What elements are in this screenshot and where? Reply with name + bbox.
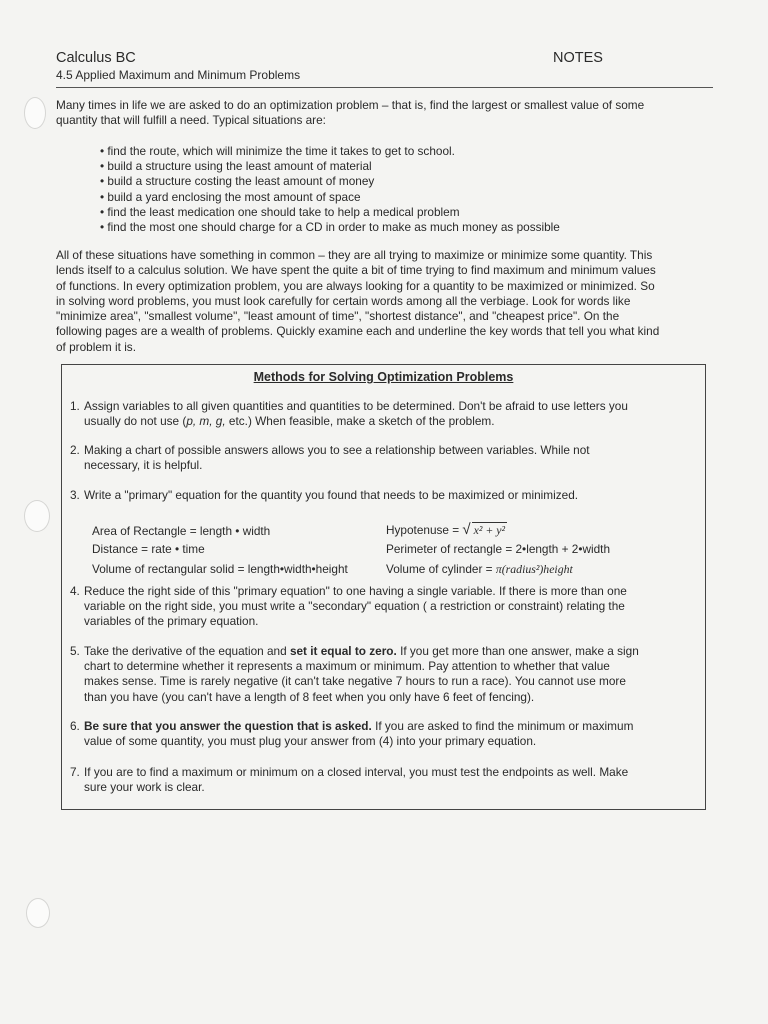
section-subtitle: 4.5 Applied Maximum and Minimum Problems	[56, 68, 301, 82]
formula-hypotenuse	[386, 521, 507, 538]
paragraph-line: of functions. In every optimization problem, you are always looking for a quantity to be maximized or minimized. So	[56, 278, 655, 293]
context-paragraph	[56, 248, 706, 355]
method-step-3	[70, 488, 700, 503]
step-number: 2.	[70, 443, 80, 457]
methods-box	[61, 364, 706, 810]
binder-hole-middle	[24, 500, 50, 532]
step-text: Reduce the right side of this "primary equation" to one having a single variable. If there is more than one	[84, 584, 627, 598]
method-step-1	[70, 399, 700, 429]
step-number: 3.	[70, 488, 80, 502]
paragraph-line: "minimize area", "smallest volume", "least amount of time", "shortest distance", and "cheapest price". On the	[56, 309, 620, 324]
intro-paragraph	[56, 98, 706, 129]
step-text-part: Take the derivative of the equation and	[84, 644, 290, 658]
formula-rectangular-solid: Volume of rectangular solid = length•width•height	[92, 562, 348, 576]
methods-title: Methods for Solving Optimization Problems	[253, 370, 514, 384]
square-root-icon: √	[462, 521, 471, 538]
method-step-5	[70, 644, 700, 705]
step-emphasis: set it equal to zero.	[289, 644, 397, 658]
step-number: 1.	[70, 399, 80, 413]
step-number: 4.	[70, 584, 80, 598]
course-title: Calculus BC	[56, 50, 136, 66]
method-step-4	[70, 584, 700, 630]
binder-hole-bottom	[26, 898, 50, 928]
paragraph-line: of problem it is.	[56, 339, 136, 354]
step-text-part: usually do not use (	[84, 414, 187, 429]
situations-list	[100, 144, 560, 235]
formula-distance: Distance = rate • time	[92, 542, 205, 556]
formula-label: Hypotenuse =	[386, 523, 463, 537]
step-text: Write a "primary" equation for the quantity you found that needs to be maximized or minimized.	[84, 488, 579, 502]
paragraph-line: lends itself to a calculus solution. We have spent the quite a bit of time trying to find maximum and minimum values	[56, 263, 656, 278]
intro-line: quantity that will fulfill a need. Typical situations are:	[56, 113, 326, 128]
step-text: sure your work is clear.	[84, 780, 205, 795]
method-step-6	[70, 719, 700, 749]
formula-perimeter: Perimeter of rectangle = 2•length + 2•width	[386, 542, 611, 556]
step-number: 5.	[70, 644, 80, 658]
formula-expression: x² + y²	[473, 523, 506, 537]
situation-item: • find the route, which will minimize the time it takes to get to school.	[100, 144, 455, 158]
paragraph-line: in solving word problems, you must look carefully for certain words among all the verbiage. Look for words like	[56, 293, 631, 308]
method-step-2	[70, 443, 700, 473]
binder-hole-top	[24, 97, 46, 129]
step-text: Making a chart of possible answers allows you to see a relationship between variables. While not	[84, 443, 590, 457]
step-text: If you are to find a maximum or minimum on a closed interval, you must test the endpoints as well. Make	[84, 765, 629, 779]
situation-item: • find the least medication one should take to help a medical problem	[100, 204, 460, 219]
situation-item: • build a yard enclosing the most amount of space	[100, 189, 361, 204]
step-text: makes sense. Time is rarely negative (it can't take negative 7 hours to run a race). You cannot use more	[84, 674, 626, 689]
formula-label: Volume of cylinder =	[386, 562, 496, 576]
notes-label: NOTES	[553, 50, 603, 66]
formula-expression: π(radius²)height	[495, 562, 573, 576]
step-number: 7.	[70, 765, 80, 779]
paragraph-line: following pages are a wealth of problems. Quickly examine each and underline the key words that tell you what kind	[56, 324, 660, 339]
formula-rectangle-area: Area of Rectangle = length • width	[92, 524, 271, 538]
step-emphasis: Be sure that you answer the question that is asked.	[84, 719, 372, 733]
step-text: variables of the primary equation.	[84, 614, 259, 629]
paragraph-line: All of these situations have something in common – they are all trying to maximize or minimize some quantity. This	[56, 248, 653, 262]
step-text	[70, 414, 700, 429]
step-text-part: etc.) When feasible, make a sketch of the problem.	[225, 414, 495, 429]
method-step-7	[70, 765, 700, 795]
step-number: 6.	[70, 719, 80, 733]
step-text: value of some quantity, you must plug your answer from (4) into your primary equation.	[84, 734, 537, 749]
intro-line: Many times in life we are asked to do an optimization problem – that is, find the largest or smallest value of some	[56, 98, 645, 112]
step-text: than you have (you can't have a length of 8 feet when you only have 6 feet of fencing).	[84, 689, 535, 704]
step-text: chart to determine whether it represents a maximum or minimum. Pay attention to whether that value	[84, 659, 610, 674]
step-text: Assign variables to all given quantities and quantities to be determined. Don't be afraid to use letters you	[84, 399, 628, 413]
header-rule	[56, 87, 713, 88]
step-text-part: If you get more than one answer, make a sign	[396, 644, 639, 658]
step-text: necessary, it is helpful.	[84, 458, 203, 473]
situation-item: • find the most one should charge for a CD in order to make as much money as possible	[100, 220, 560, 235]
step-text: variable on the right side, you must write a "secondary" equation ( a restriction or constraint) relating the	[84, 599, 625, 614]
step-text-part: If you are asked to find the minimum or maximum	[371, 719, 634, 733]
variable-examples: p, m, g,	[186, 414, 226, 429]
situation-item: • build a structure using the least amount of material	[100, 159, 372, 174]
situation-item: • build a structure costing the least amount of money	[100, 174, 375, 189]
formula-cylinder-volume	[386, 562, 573, 577]
